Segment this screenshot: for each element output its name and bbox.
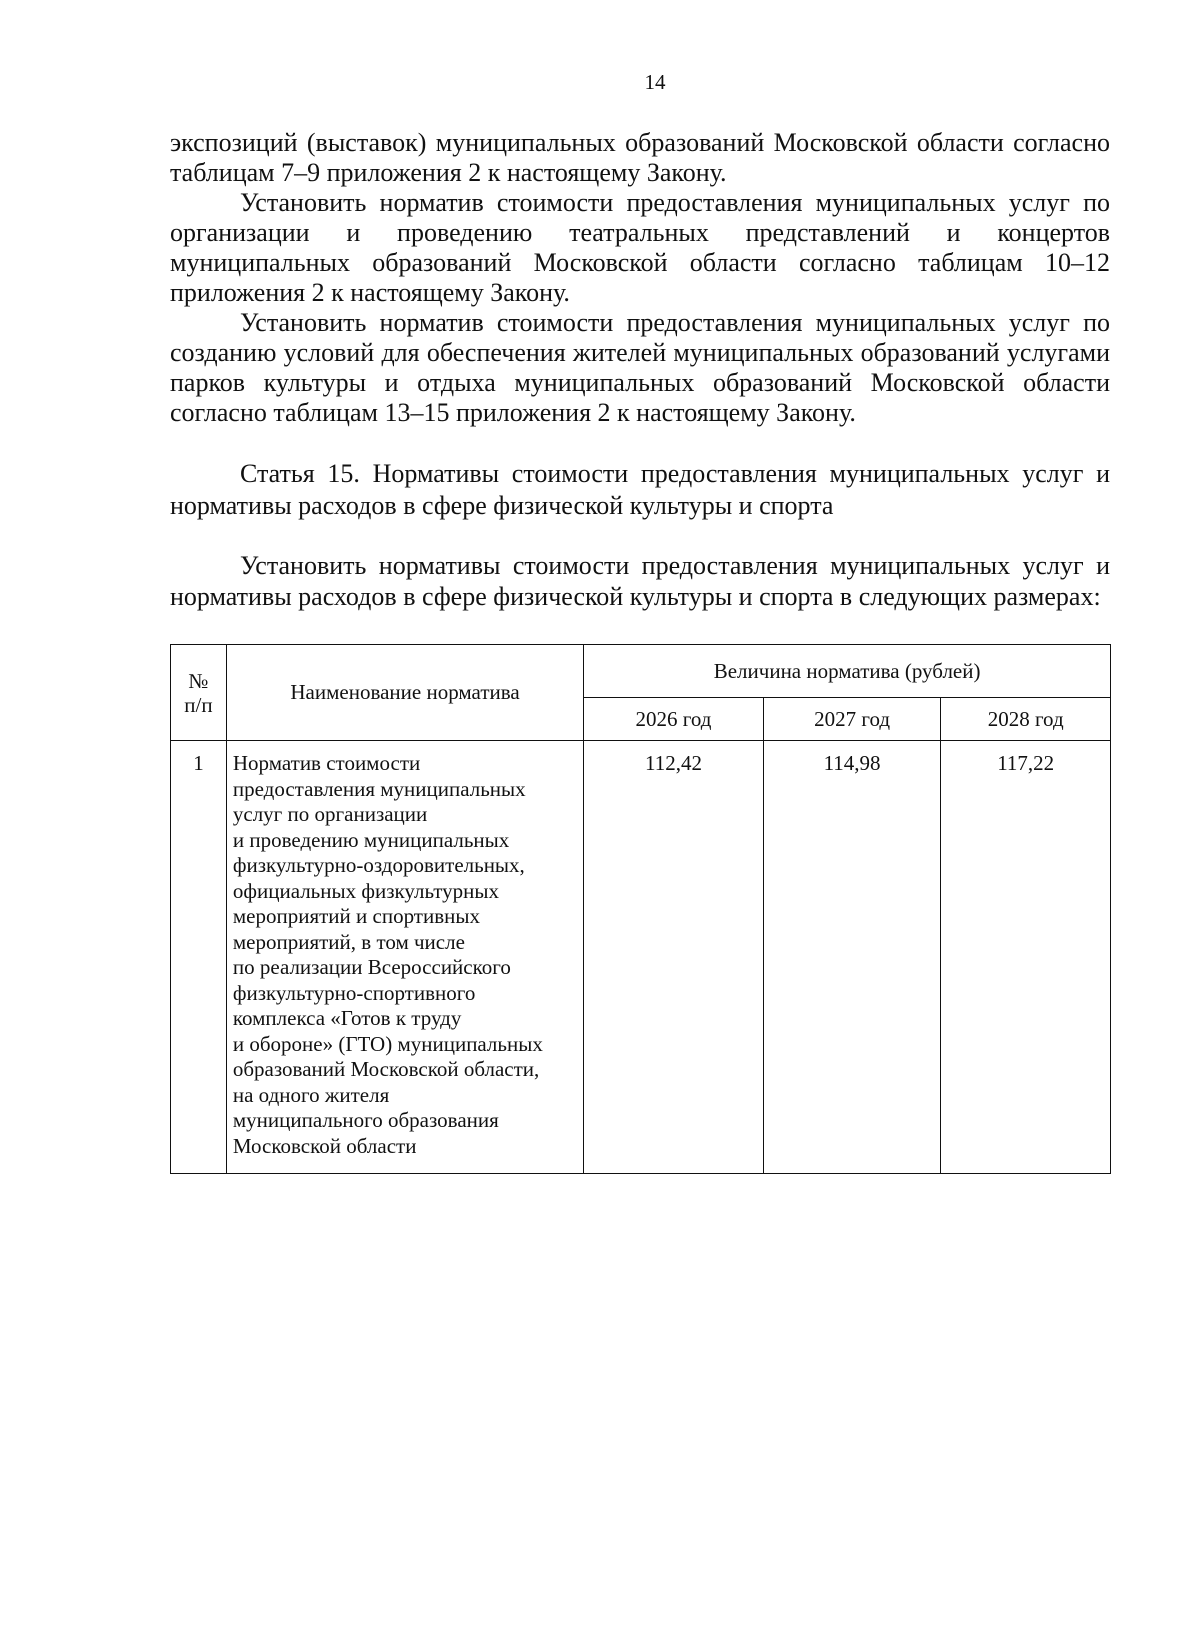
row-norm-name — [226, 741, 583, 1174]
norm-name-line: мероприятий, в том числе — [232, 929, 465, 954]
norm-name-line: комплекса «Готов к труду — [232, 1006, 462, 1030]
page-number: 14 — [644, 70, 666, 94]
table-row — [171, 741, 1111, 1174]
norm-name-line: Норматив стоимости — [232, 751, 421, 775]
norms-table — [170, 644, 1111, 1174]
norm-name-line: и обороне» (ГТО) муниципальных — [232, 1031, 543, 1056]
norm-name-line: официальных физкультурных — [232, 878, 499, 903]
header-year-2026: 2026 год — [584, 698, 764, 741]
value-2027: 114,98 — [763, 741, 941, 1174]
article-intro: Установить нормативы стоимости предоставления муниципальных услуг и нормативы расходов в сфере физической культуры и спорта в следующих размерах: — [170, 551, 1110, 611]
body-text — [170, 128, 1110, 428]
table-header-row — [171, 645, 1111, 698]
norm-name-line: на одного жителя — [232, 1082, 390, 1107]
header-year-2027: 2027 год — [763, 698, 941, 741]
paragraph-theatre-norm: Установить норматив стоимости предоставления муниципальных услуг по организации и проведению театральных представлений и концертов муниципальных образований Московской области согласно таблицам 10–12 приложения 2 к настоящему Закону. — [170, 188, 1110, 307]
header-value-group: Величина норматива (рублей) — [584, 645, 1111, 698]
header-name: Наименование норматива — [226, 645, 583, 741]
value-2026: 112,42 — [584, 741, 764, 1174]
norm-name-line: мероприятий и спортивных — [232, 904, 480, 928]
header-number-abbr: п/п — [184, 692, 213, 717]
norm-name-line: предоставления муниципальных — [232, 776, 526, 801]
value-2028: 117,22 — [941, 741, 1111, 1174]
header-number — [171, 645, 227, 741]
norm-name-line: физкультурно-оздоровительных, — [232, 853, 525, 877]
header-number-sign: № — [188, 668, 209, 693]
norm-name-line: и проведению муниципальных — [232, 827, 510, 852]
norm-name-line: образований Московской области, — [232, 1057, 540, 1081]
paragraph-continuation: экспозиций (выставок) муниципальных образований Московской области согласно таблицам 7–9 приложения 2 к настоящему Закону. — [170, 128, 1110, 187]
article-heading: Статья 15. Нормативы стоимости предоставления муниципальных услуг и нормативы расходов в сфере физической культуры и спорта — [170, 459, 1110, 520]
norm-name-line: услуг по организации — [232, 802, 428, 826]
paragraph-parks-norm: Установить норматив стоимости предоставления муниципальных услуг по созданию условий для обеспечения жителей муниципальных образований услугами парков культуры и отдыха муниципальных образований Московской области согласно таблицам 13–15 приложения 2 к настоящему Закону. — [170, 308, 1110, 427]
norm-name-line: муниципального образования — [232, 1108, 499, 1132]
norm-name-line: по реализации Всероссийского — [232, 955, 511, 979]
norm-name-line: Московской области — [232, 1133, 417, 1158]
header-year-2028: 2028 год — [941, 698, 1111, 741]
row-number: 1 — [171, 741, 227, 1174]
norm-name-line: физкультурно-спортивного — [232, 980, 476, 1005]
